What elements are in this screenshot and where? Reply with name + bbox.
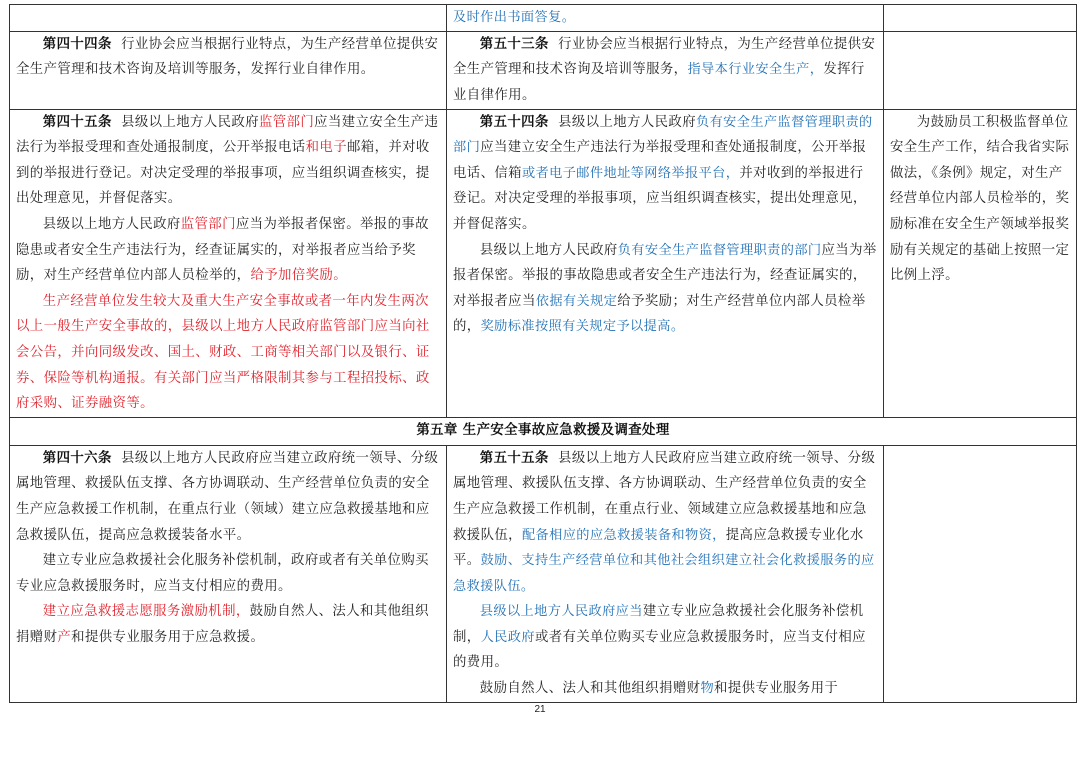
- article-44: [16, 32, 440, 83]
- article-text: 给予奖励；对生产经营单位内部人员检举的，: [453, 293, 866, 335]
- article-heading: 第四十五条: [42, 113, 112, 130]
- added-text: 人民政府: [480, 629, 535, 645]
- article-46-p1: [16, 446, 440, 548]
- changed-text: 监管部门: [258, 114, 315, 130]
- article-text: 县级以上地方人民政府: [558, 114, 696, 130]
- changed-text: 给予加倍奖励。: [250, 268, 347, 284]
- article-heading: 第四十四条: [42, 35, 112, 52]
- table-row: [10, 445, 1077, 702]
- article-text: 鼓励自然人、法人和其他组织捐赠财: [479, 681, 701, 697]
- article-heading: 第四十六条: [42, 449, 112, 466]
- added-text: 鼓励、支持生产经营单位和其他社会组织建立社会化救援服务的应急救援队伍。: [453, 553, 875, 594]
- article-45-p1: [16, 110, 440, 212]
- new-cell: [447, 31, 884, 109]
- article-heading: 第五十三条: [479, 35, 549, 52]
- article-text: 县级以上地方人民政府: [121, 114, 259, 130]
- article-54-p1: [453, 110, 877, 238]
- table-row: [10, 31, 1077, 109]
- article-text: 县级以上地方人民政府应当建立政府统一领导、分级属地管理、救援队伍支撑、各方协调联动、生产经营单位负责的安全生产应急救援工作机制，在重点行业（领域）建立应急救援基地和应急救援队伍，提高应急救援装备水平。: [16, 450, 439, 543]
- article-55-p2: [453, 599, 877, 676]
- old-cell: [10, 31, 447, 109]
- note-cell: [884, 5, 1077, 32]
- changed-text: 建立应急救援志愿服务激励机制，: [42, 604, 250, 620]
- added-text: 物: [700, 681, 715, 697]
- article-text: 行业协会应当根据行业特点，为生产经营单位提供安全生产管理和技术咨询及培训等服务，发挥行业自律作用。: [16, 36, 439, 78]
- article-45-p3: 生产经营单位发生较大及重大生产安全事故或者一年内发生两次以上一般生产安全事故的，县级以上地方人民政府监管部门应当向社会公告，并向同级发改、国土、财政、工商等相关部门以及银行、证券、保险等机构通报。有关部门应当严格限制其参与工程招投标、政府采购、证券融资等。: [16, 293, 430, 412]
- changed-text: 产: [57, 629, 72, 645]
- article-text: 和提供专业服务用于应急救援。: [71, 629, 265, 645]
- note-text: 为鼓励员工积极监督单位安全生产工作，结合我省实际做法，《条例》规定，对生产经营单位内部人员检举的，奖励标准在安全生产领域举报奖励有关规定的基础上按照一定比例上浮。: [890, 114, 1070, 284]
- new-cell: [447, 445, 884, 702]
- added-text: 县级以上地方人民政府应当: [479, 604, 643, 620]
- page-number: 21: [534, 704, 546, 715]
- note-cell: [884, 445, 1077, 702]
- added-text: 负有安全生产监督管理职责的部门: [453, 114, 873, 156]
- article-46-p3: [16, 599, 440, 650]
- article-text: 发挥行业自律作用。: [453, 62, 865, 103]
- comparison-table: [9, 4, 1077, 703]
- old-cell: [10, 445, 447, 702]
- article-text: 县级以上地方人民政府应当建立政府统一领导、分级属地管理、救援队伍支撑、各方协调联动、生产经营单位负责的安全生产应急救援工作机制，在重点行业、领域建立应急救援基地和应急救援队伍，: [453, 450, 876, 543]
- article-text: 鼓励自然人、法人和其他组织捐赠财: [16, 604, 429, 645]
- note-cell: [884, 109, 1077, 417]
- old-cell: [10, 5, 447, 32]
- article-54-p2: [453, 238, 877, 340]
- article-text: 应当建立安全生产违法行为举报受理和查处通报制度，公开举报电话、信箱: [453, 140, 867, 181]
- article-text: 邮箱，并对收到的举报进行登记。对决定受理的举报事项，应当组织调查核实，提出处理意见，并督促落实。: [16, 140, 430, 207]
- table-row: [10, 5, 1077, 32]
- article-text: 并对收到的举报进行登记。对决定受理的举报事项，应当组织调查核实，提出处理意见，并督促落实。: [453, 165, 867, 232]
- table-row: [10, 109, 1077, 417]
- article-text: 或者有关单位购买专业应急救援服务时，应当支付相应的费用。: [453, 629, 866, 671]
- article-55-p3: [453, 676, 877, 702]
- old-cell: [10, 109, 447, 417]
- article-53: [453, 32, 877, 109]
- added-text: 奖励标准按照有关规定予以提高。: [480, 319, 685, 335]
- article-heading: 第五十五条: [479, 449, 549, 466]
- article-text: 行业协会应当根据行业特点，为生产经营单位提供安全生产管理和技术咨询及培训等服务，: [453, 36, 876, 78]
- chapter-title: 第五章 生产安全事故应急救援及调查处理: [10, 417, 1077, 445]
- article-text: 应当建立安全生产违法行为举报受理和查处通报制度，公开举报电话: [16, 114, 439, 156]
- added-text: 负有安全生产监督管理职责的部门: [617, 242, 822, 258]
- article-text: 建立专业应急救援社会化服务补偿机制，: [453, 604, 864, 645]
- note-cell: [884, 31, 1077, 109]
- article-55-p1: [453, 446, 877, 600]
- added-text: 依据有关规定: [535, 293, 618, 309]
- article-text: 提高应急救援专业化水平。: [453, 527, 864, 569]
- chapter-row: [10, 417, 1077, 445]
- article-heading: 第五十四条: [479, 113, 549, 130]
- new-cell: [447, 109, 884, 417]
- article-text: 应当为举报者保密。举报的事故隐患或者安全生产违法行为，经查证属实的，对举报者应当给予奖励，对生产经营单位内部人员检举的，: [16, 216, 429, 284]
- added-text: 指导本行业安全生产，: [687, 62, 824, 78]
- changed-text: 和电子: [305, 140, 347, 156]
- new-cell: [447, 5, 884, 32]
- article-text: 和提供专业服务用于: [714, 681, 839, 697]
- added-text: 配备相应的应急救援装备和物资，: [521, 527, 726, 543]
- changed-text: 监管部门: [180, 216, 236, 232]
- article-46-p2: 建立专业应急救援社会化服务补偿机制，政府或者有关单位购买专业应急救援服务时，应当支付相应的费用。: [16, 553, 429, 594]
- article-text: 县级以上地方人民政府: [42, 216, 181, 232]
- article-text: 县级以上地方人民政府: [479, 242, 618, 258]
- new-text-fragment: 及时作出书面答复。: [453, 10, 576, 25]
- added-text: 或者电子邮件地址等网络举报平台，: [521, 165, 740, 181]
- article-text: 应当为举报者保密。举报的事故隐患或者安全生产违法行为，经查证属实的，对举报者应当: [453, 242, 877, 309]
- article-45-p2: [16, 212, 440, 289]
